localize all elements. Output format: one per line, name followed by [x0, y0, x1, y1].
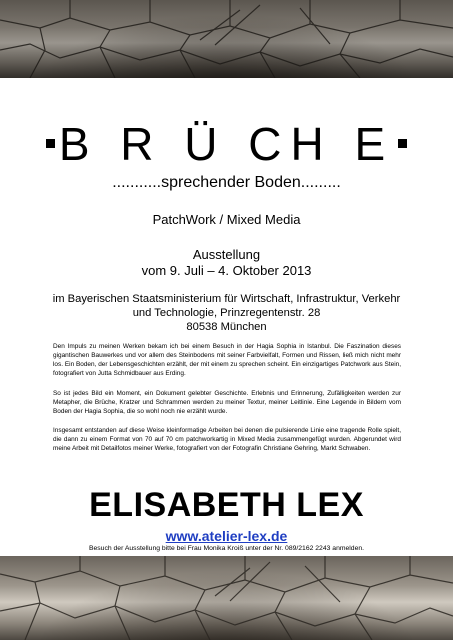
subtitle: ...........sprechender Boden.........: [112, 174, 341, 191]
bottom-floor-photo: [0, 556, 453, 640]
title-text: B R Ü CH E: [58, 118, 395, 170]
title-right-dot: [398, 139, 407, 148]
exhibition-title: [0, 118, 453, 170]
exhibition-dates: vom 9. Juli – 4. Oktober 2013: [141, 263, 312, 278]
cracked-stone-texture-bottom: [0, 556, 453, 640]
cracked-stone-texture: [0, 0, 453, 78]
contact-note: Besuch der Ausstellung bitte bei Frau Monika Kroiß unter der Nr. 089/2162 2243 anmelden.: [88, 545, 365, 552]
exhibition-label: Ausstellung: [192, 247, 261, 262]
venue-line-3: 80538 München: [186, 321, 267, 333]
website-link[interactable]: www.atelier-lex.de: [165, 528, 288, 544]
title-left-dot: [46, 139, 55, 148]
description-paragraph-1: Den Impuls zu meinen Werken bekam ich bei einem Besuch in der Hagia Sophia in Istanbul. Die Faszination dieses gigantischen Bauwerkes und vor allem des Steinbodens mit seiner Farbvielfalt, Formen und Rissen, ließ mich nicht mehr los. Ein Boden, der Lebensgeschichten erzählt, der mit einem zu sprechen scheint. Ein einzigartiges Patchwork aus Stein, fotografiert von Jutta Schmidbauer aus Erding.: [53, 343, 401, 377]
description-paragraph-2: So ist jedes Bild ein Moment, ein Dokument gelebter Geschichte. Erlebnis und Erinnerung, Zufälligkeiten werden zur Metapher, die Brüche, Kratzer und Schrammen werden zu meiner Textur, meiner Leitlinie. Eine Legende in Bildern vom Boden der Hagia Sophia, die so wohl noch nie erzählt wurde.: [53, 390, 401, 415]
top-floor-photo: [0, 0, 453, 78]
exhibition-info: [0, 247, 453, 279]
artist-name: ELISABETH LEX: [89, 486, 364, 524]
venue-line-2: und Technologie, Prinzregentenstr. 28: [132, 307, 321, 319]
description-paragraph-3: Insgesamt entstanden auf diese Weise kleinformatige Arbeiten bei denen die pulsierende Linie eine tragende Rolle spielt, die dann zu einem Format von 70 auf 70 cm patchworkartig in Mixed Media zusammengefügt wurden. Abgerundet wird meine Arbeit mit Detailfotos meiner Werke, fotografiert von der Fotografin Christiane Gehring, Markt Schwaben.: [53, 427, 401, 452]
technique-label: PatchWork / Mixed Media: [152, 212, 301, 227]
venue-line-1: im Bayerischen Staatsministerium für Wirtschaft, Infrastruktur, Verkehr: [52, 293, 401, 305]
venue-address: [20, 292, 433, 334]
